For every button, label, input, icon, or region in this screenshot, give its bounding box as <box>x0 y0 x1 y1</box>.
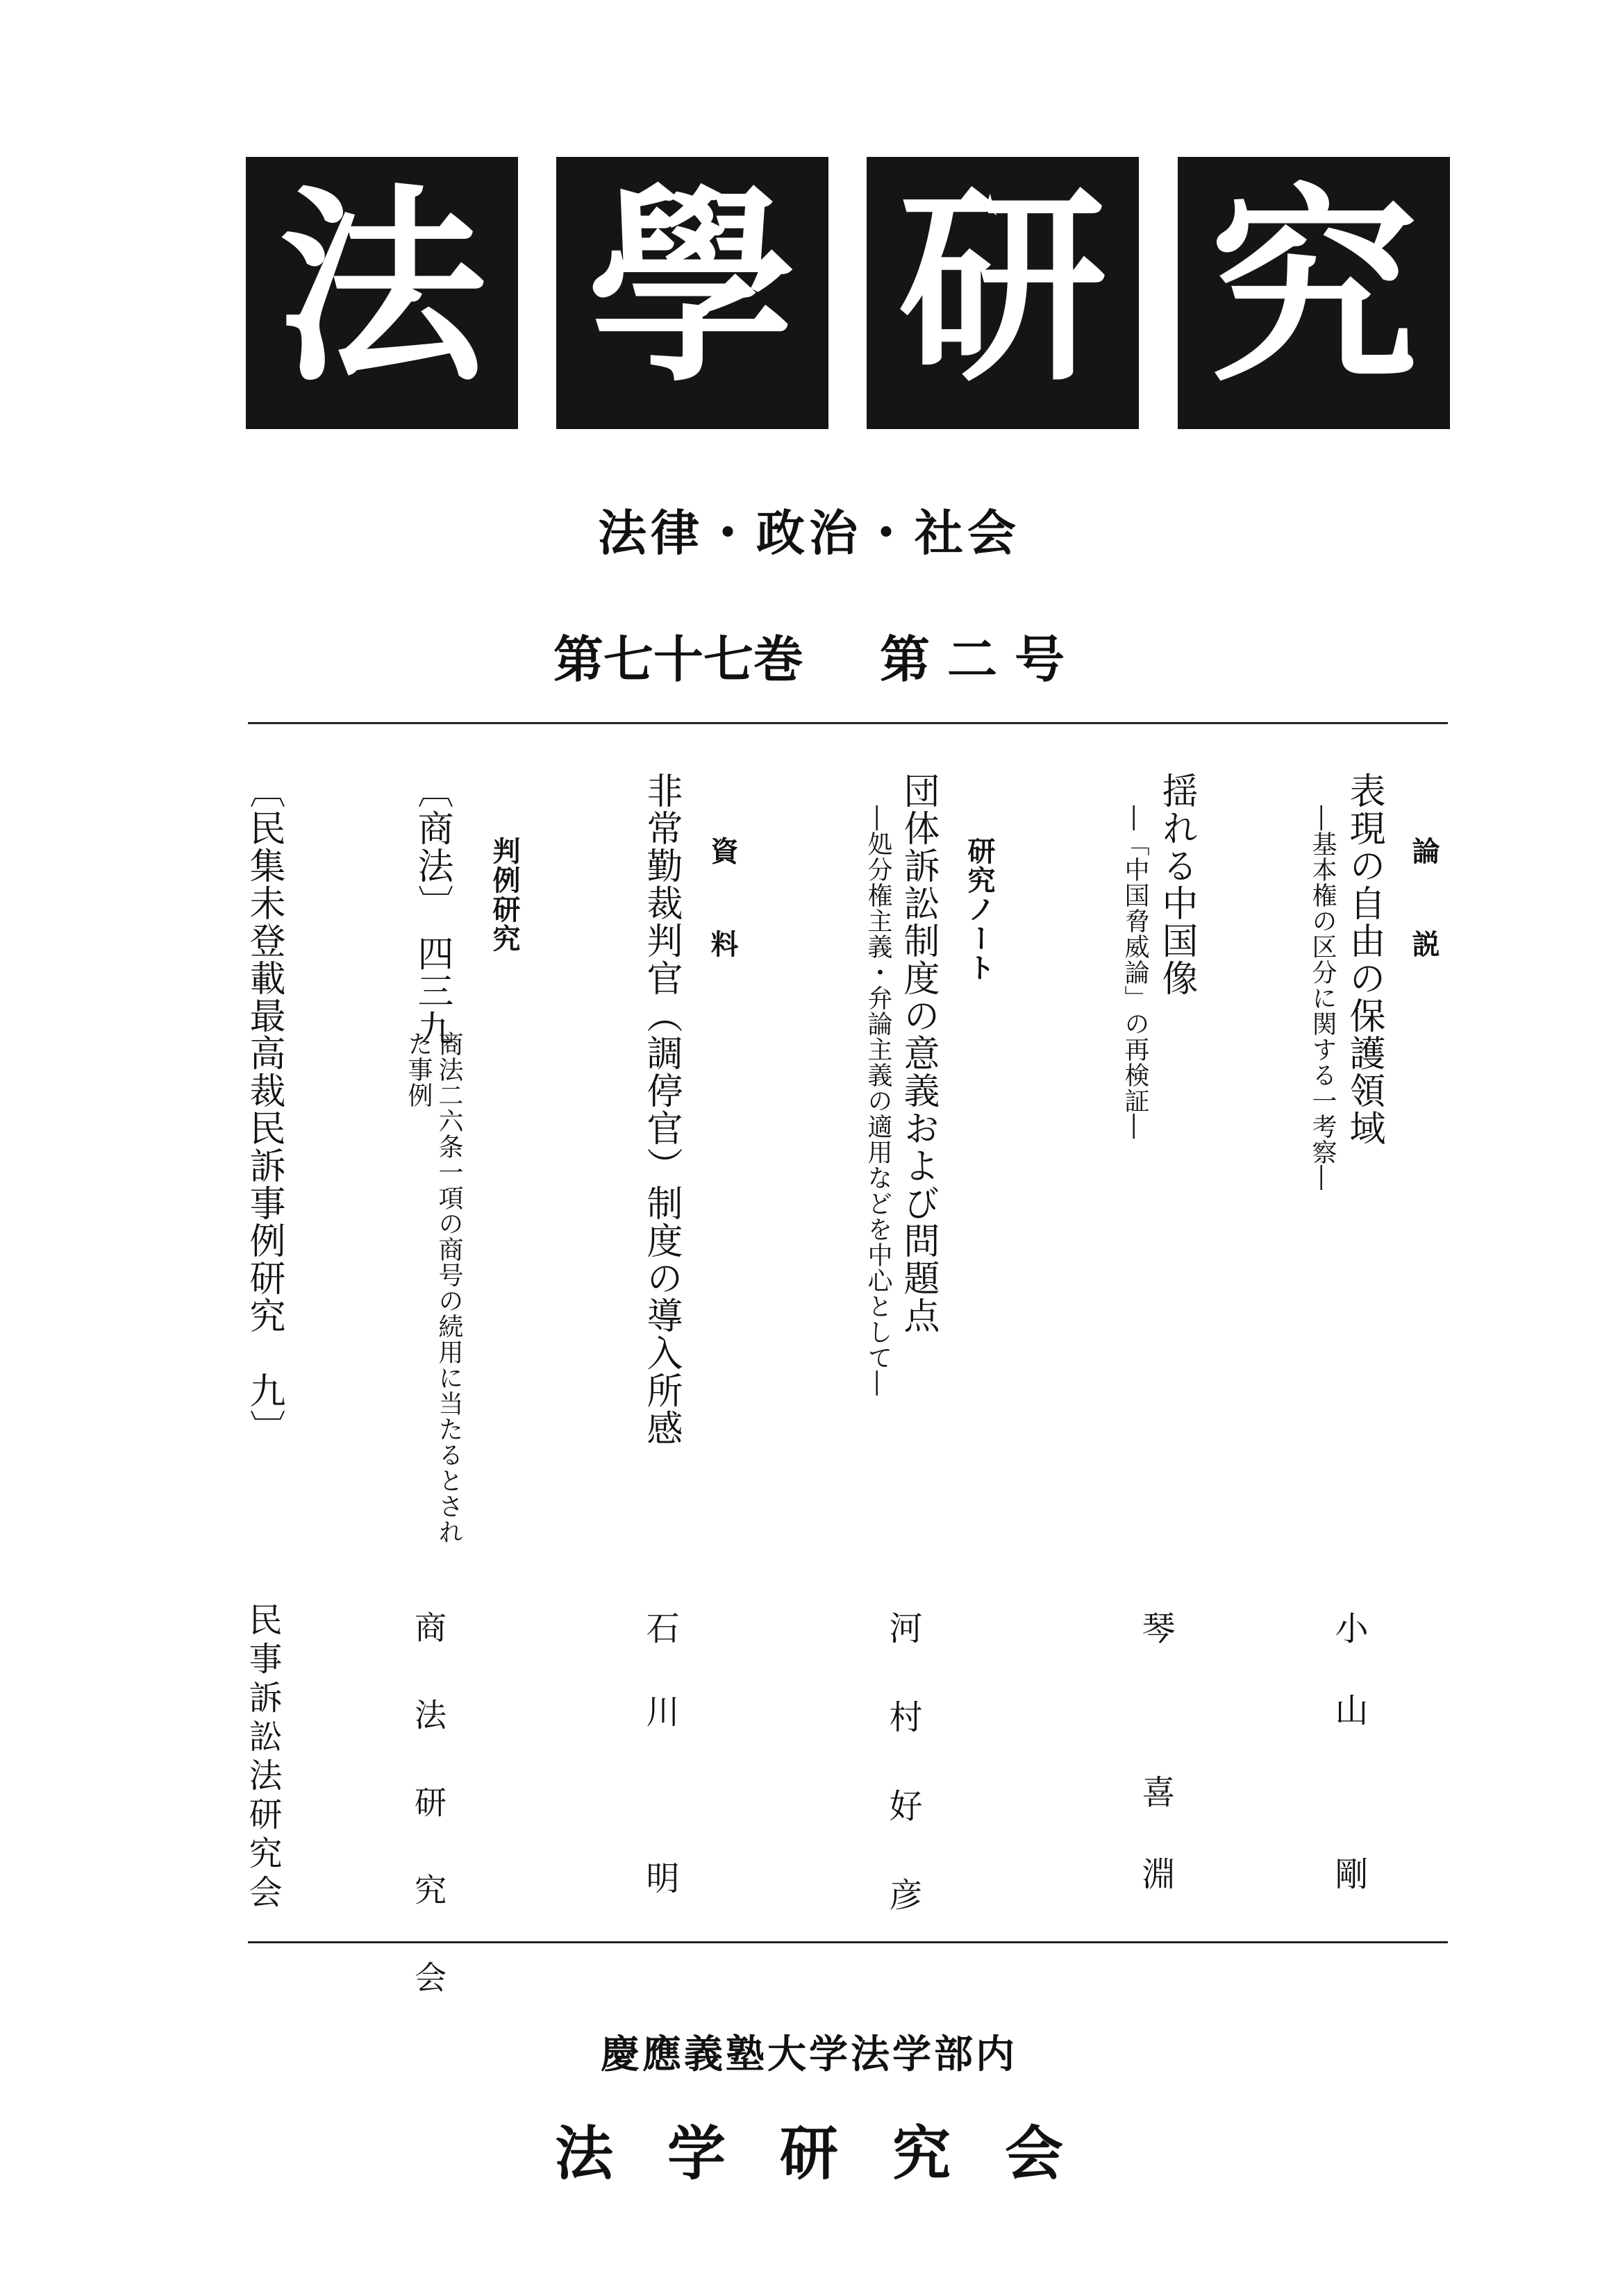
masthead-tile-3: 研 <box>867 157 1139 429</box>
volume-label: 第七十七巻 <box>553 630 803 689</box>
masthead-tile-2: 學 <box>556 157 828 429</box>
article-subtitle-5-line1: 商法二六条一項の商号の続用に当たるとされ <box>435 1031 463 1545</box>
article-author-2: 琴 喜淵 <box>1136 1611 1175 1938</box>
article-subtitle-1: ―基本権の区分に関する一考察― <box>1308 805 1337 1191</box>
article-author-5: 商法研究会 <box>410 1611 447 2048</box>
volume-issue <box>0 619 1618 692</box>
publisher-affiliation: 慶應義塾大学法学部内 <box>601 2032 1017 2077</box>
article-subtitle-3: ―処分権主義・弁論主義の適用などを中心として― <box>864 805 892 1396</box>
article-author-1: 小山 剛 <box>1329 1611 1368 1938</box>
section-heading-ronsetsu: 論 説 <box>1408 837 1440 985</box>
article-title-2[interactable]: 揺れる中国像 <box>1156 772 1197 997</box>
article-subtitle-5-line2: た事例 <box>404 1031 433 1108</box>
journal-subtitle: 法律・政治・社会 <box>598 505 1020 562</box>
article-subtitle-2: ―「中国脅威論」の再検証― <box>1121 805 1149 1139</box>
section-heading-hanrei-kenkyu: 判例研究 <box>488 837 520 953</box>
article-title-3[interactable]: 団体訴訟制度の意義および問題点 <box>897 772 939 1334</box>
divider-top <box>248 722 1448 724</box>
masthead <box>246 157 1450 429</box>
divider-bottom <box>248 1941 1448 1943</box>
section-heading-shiryo: 資 料 <box>706 837 738 985</box>
article-title-4[interactable]: 非常勤裁判官（調停官）制度の導入所感 <box>640 772 682 1447</box>
article-author-3: 河村好彦 <box>883 1611 922 1966</box>
issue-label: 第 二 号 <box>879 630 1065 689</box>
publisher-name: 法学研究会 <box>554 2119 1117 2188</box>
section-heading-kenkyu-note: 研究ノート <box>963 837 995 982</box>
article-title-1[interactable]: 表現の自由の保護領域 <box>1343 772 1385 1147</box>
masthead-tile-4: 究 <box>1178 157 1450 429</box>
article-title-5[interactable]: 〔商法〕 四三九 <box>411 772 453 1048</box>
masthead-tile-1: 法 <box>246 157 518 429</box>
article-title-6[interactable]: 〔民集未登載最高裁民訴事例研究 九〕 <box>243 772 285 1447</box>
article-author-4: 石川 明 <box>640 1611 679 1944</box>
article-author-6: 民事訴訟法研究会 <box>243 1602 282 1913</box>
